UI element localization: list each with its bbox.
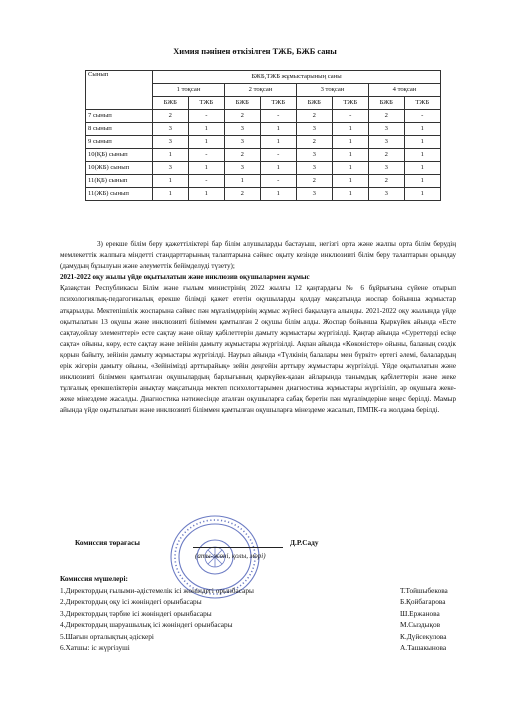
table-cell: 3 (224, 136, 260, 149)
table-cell: 2 (224, 188, 260, 201)
member-name: Ш.Ержанова (400, 608, 440, 618)
table-subheader: ТЖБ (188, 97, 224, 110)
table-cell: 3 (153, 123, 189, 136)
signature-note: (аты-жөні, қолы, мөрі) (195, 552, 266, 560)
table-subheader: БЖБ (368, 97, 404, 110)
table-cell: 2 (296, 136, 332, 149)
table-cell: 1 (332, 149, 368, 162)
table-cell: 3 (368, 123, 404, 136)
table-body (86, 110, 441, 201)
table-cell: 1 (404, 175, 440, 188)
table-cell: 1 (260, 123, 296, 136)
table-cell: - (260, 149, 296, 162)
table-cell: 1 (332, 188, 368, 201)
table-subheader: ТЖБ (260, 97, 296, 110)
member-name: Т.Тойшыбекова (400, 585, 448, 595)
commission-members (60, 573, 480, 654)
table-cell: 2 (368, 175, 404, 188)
assessment-table (85, 70, 441, 201)
table-cell: 2 (153, 110, 189, 123)
member-row (60, 642, 480, 654)
table-cell: 1 (188, 188, 224, 201)
table-cell: 2 (296, 110, 332, 123)
member-name: К.Дүйсекулова (400, 631, 447, 641)
table-cell: - (404, 110, 440, 123)
table-header-class: Сынып (86, 71, 153, 110)
table-header-quarter: 3 тоқсан (296, 84, 368, 97)
table-cell: 1 (332, 136, 368, 149)
table-cell: - (188, 175, 224, 188)
signature-line (193, 547, 283, 548)
table-row (86, 136, 441, 149)
document-title: Химия пәнінен өткізілген ТЖБ, БЖБ саны (173, 47, 337, 56)
member-role: 1.Директордың ғылыми-әдістемелік ісі жөніндегі орынбасары (60, 585, 254, 595)
table-cell: 1 (153, 188, 189, 201)
table-cell: - (188, 110, 224, 123)
members-list (60, 585, 480, 654)
table-cell: - (260, 175, 296, 188)
table-row (86, 162, 441, 175)
table-row-class: 10(ҚБ) сынып (86, 149, 153, 162)
member-role: 3.Директордың тәрбие ісі жөніндегі орынбасары (60, 608, 212, 618)
paragraph-requirements: 3) ерекше білім беру қажеттіліктері бар білім алушыларды бастауыш, негізгі орта және жалпы орта білім берудің мемлекеттік жалпыға міндетті стандарттарының талаптарына сәйкес оқыту кезінде инклюзивті білім беру талаптарын орындау (дамудың бұзылуын және әлеуметтік бейімделуді түзету); (60, 240, 456, 271)
member-row (60, 631, 480, 643)
table-row-class: 11(ЖБ) сынып (86, 188, 153, 201)
table-cell: - (188, 149, 224, 162)
table-cell: 3 (153, 162, 189, 175)
table-row (86, 123, 441, 136)
table-row (86, 110, 441, 123)
member-role: 5.Шағын орталықтың әдіскері (60, 631, 154, 641)
member-row (60, 619, 480, 631)
table-cell: 1 (260, 162, 296, 175)
table-cell: 3 (368, 162, 404, 175)
table-subheader: ТЖБ (332, 97, 368, 110)
table-header-row (86, 71, 441, 84)
table-cell: 3 (368, 136, 404, 149)
table-cell: 3 (296, 162, 332, 175)
table-header-quarter: 2 тоқсан (224, 84, 296, 97)
table-cell: - (332, 110, 368, 123)
member-row (60, 585, 480, 597)
table-cell: 2 (368, 110, 404, 123)
table-subheader: БЖБ (153, 97, 189, 110)
table-cell: 3 (296, 123, 332, 136)
member-role: 4.Директордың шаруашылық ісі жөніндегі орынбасары (60, 620, 233, 629)
table-row-class: 10(ЖБ) сынып (86, 162, 153, 175)
member-name: М.Сыздықов (400, 620, 441, 629)
table-cell: - (260, 110, 296, 123)
table-cell: 2 (296, 175, 332, 188)
table-cell: 3 (296, 149, 332, 162)
table-cell: 1 (404, 136, 440, 149)
table-cell: 1 (260, 136, 296, 149)
paragraph-inclusive-work: Қазақстан Республикасы Білім және ғылым министрінің 2022 жылғы 12 қаңтардағы № 6 бұйрығына сүйене отырып психологиялық-педагогикалық ерекше білімді қажет ететін оқушыларды қолдау мақсатында жоспар бойынша жұмыстар атқарылды. Мектепішілік жоспарына сәйкес пән мұғалімдерінің жұмыс жүйесі бақылауға алынды. 2021-2022 оқу жылында үйде оқытылатын 13 оқушы және инклюзивті біліммен қамтылған 2 оқушы білім алды. Жоспар бойынша Қыркүйек айында «Есте сақтау,ойлау элементтері» есте сақтау және ойлау қабілеттерін дамыту жұмыстары жүргізілді. Қаңтар айында «Суреттерді есіңе сақта» ойыны, көру, есте сақтау және зейінін дамыту жұмыстары жүргізілді. Ақпан айында «Көконістер» ойыны, баланың сөздік қорын байыту, зейінін дамыту жұмыстары жүргізілді. Наурыз айында «Түлкінің балалары мен бүркіт» ертегі әлемі, балалардың ерік жігерін дамыту ойыны, «Зейініміздi арттырайық» зейін деңгейін арттыру жұмыстары жүргізілді. Үйде оқытылатын және инклюзивті біліммен қамтылған оқушылардың барлығының қыркүйек-қазан айларында танымдық қабілеттерін және жеке тұлғалық ерекшеліктерін анықтау мақсатында мектеп психологтарымен диагностика жұмыстары жүргізіліп, әр оқушыға жеке-жеке мінездеме жасалды. Диагностика нәтижесінде аталған оқушыларға сабақ беретін пән мұғалімдеріне кеңес берілді. Мамыр айында үйде оқытылатын және инклюзивті біліммен қамтылған оқушыларға мінездеме жасалып, ПМПК-ға жолдама берілді. (60, 284, 456, 415)
table-header-group: БЖБ,ТЖБ жұмыстарының саны (153, 71, 441, 84)
table-subheader: БЖБ (224, 97, 260, 110)
chair-label: Комиссия төрағасы (75, 538, 140, 547)
table-cell: 3 (153, 136, 189, 149)
table-subheader: БЖБ (296, 97, 332, 110)
table-cell: 2 (368, 149, 404, 162)
table-cell: 2 (224, 110, 260, 123)
table-row-class: 7 сынып (86, 110, 153, 123)
section-heading: 2021-2022 оқу жылы үйде оқытылатын және инклюзив оқушылармен жұмыс (60, 273, 310, 282)
table-row-class: 8 сынып (86, 123, 153, 136)
table-cell: 1 (404, 188, 440, 201)
table-cell: 3 (368, 188, 404, 201)
table-cell: 2 (224, 149, 260, 162)
table-cell: 3 (224, 162, 260, 175)
table-cell: 1 (404, 123, 440, 136)
table-cell: 3 (224, 123, 260, 136)
table-row-class: 9 сынып (86, 136, 153, 149)
member-row (60, 608, 480, 620)
table-cell: 1 (188, 123, 224, 136)
table-cell: 1 (153, 175, 189, 188)
table-cell: 1 (188, 136, 224, 149)
member-role: 2.Директордың оқу ісі жөніндегі орынбасары (60, 597, 202, 606)
report-body (60, 239, 456, 417)
member-name: А.Ташакынова (400, 643, 447, 652)
table-cell: 1 (153, 149, 189, 162)
table-cell: 1 (224, 175, 260, 188)
members-heading: Комиссия мүшелері: (60, 574, 128, 583)
table-header-quarter: 4 тоқсан (368, 84, 440, 97)
member-row (60, 596, 480, 608)
member-role: 6.Хатшы: іс жүргізуші (60, 643, 130, 652)
table-cell: 1 (332, 162, 368, 175)
table-header-quarter: 1 тоқсан (153, 84, 225, 97)
table-cell: 1 (260, 188, 296, 201)
chair-name: Д.Р.Саду (290, 538, 319, 547)
table-cell: 1 (404, 149, 440, 162)
table-row (86, 188, 441, 201)
table-cell: 1 (188, 162, 224, 175)
table-row (86, 149, 441, 162)
table-subheader: ТЖБ (404, 97, 440, 110)
table-row-class: 11(ҚБ) сынып (86, 175, 153, 188)
table-cell: 1 (332, 123, 368, 136)
table-cell: 1 (332, 175, 368, 188)
table-cell: 1 (404, 162, 440, 175)
member-name: Б.Қойбагарова (400, 597, 446, 606)
chair-signature-row (75, 538, 395, 550)
table-cell: 3 (296, 188, 332, 201)
table-row (86, 175, 441, 188)
